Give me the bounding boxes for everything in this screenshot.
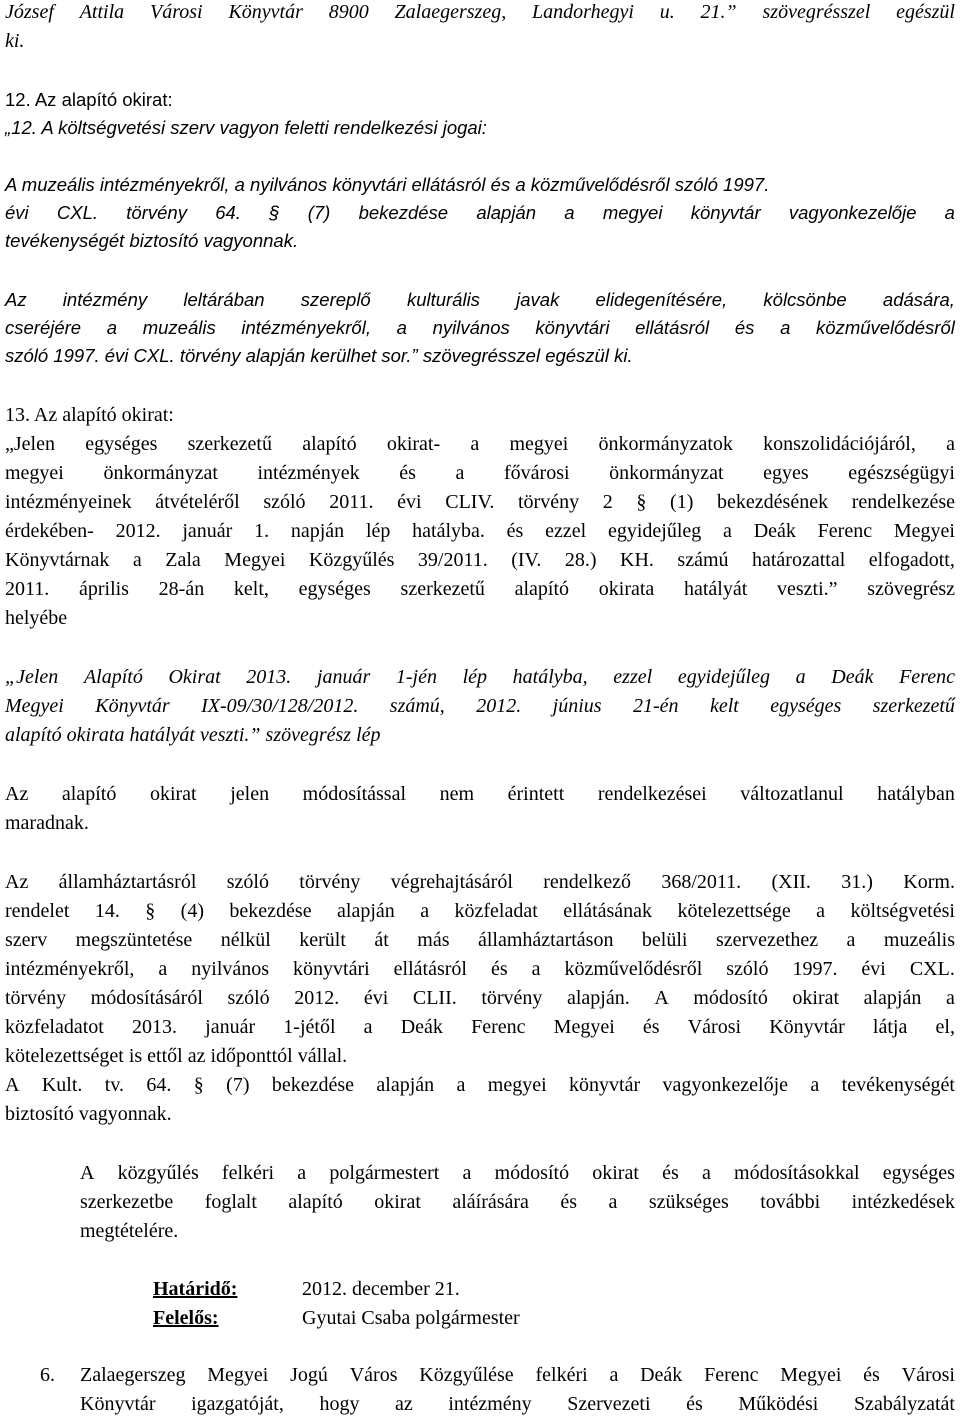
resolution-line-1: A közgyűlés felkéri a polgármestert a módosító okirat és a módosításokkal egységes [80, 1162, 955, 1184]
section-13-para1-line-2: megyei önkormányzat intézmények és a fővárosi önkormányzat egyes egészségügyi [5, 462, 955, 484]
section-13-para2-line-1: „Jelen Alapító Okirat 2013. január 1-jén lép hatályba, ezzel egyidejűleg a Deák Ferenc [5, 666, 955, 688]
section-13-para3-line-1: Az alapító okirat jelen módosítással nem érintett rendelkezései változatlanul hatályban [5, 783, 955, 805]
intro-line-2: ki. [5, 30, 25, 52]
section-13-para4-line-3: szerv megszüntetése nélkül került át más államháztartáson belüli szervezethez a muzeális [5, 929, 955, 951]
section-13-para1-line-5: Könyvtárnak a Zala Megyei Közgyűlés 39/2011. (IV. 28.) KH. számú határozattal elfogadott, [5, 549, 955, 571]
section-13-para5-line-2: biztosító vagyonnak. [5, 1103, 172, 1125]
section-12-para1-line-2: évi CXL. törvény 64. § (7) bekezdése alapján a megyei könyvtár vagyonkezelője a [5, 202, 955, 223]
section-13-para4-line-7: kötelezettséget is ettől az időponttól vállal. [5, 1045, 348, 1067]
resolution-line-2: szerkezetbe foglalt alapító okirat aláírására és a szükséges további intézkedések [80, 1191, 955, 1213]
item-6-line-2: Könyvtár igazgatóját, hogy az intézmény Szervezeti és Működési Szabályzatát [80, 1393, 955, 1415]
item-6-number: 6. [40, 1364, 55, 1386]
section-13-para4-line-1: Az államháztartásról szóló törvény végrehajtásáról rendelkező 368/2011. (XII. 31.) Korm. [5, 871, 955, 893]
section-12-heading: 12. Az alapító okirat: [5, 89, 173, 110]
responsible-value: Gyutai Csaba polgármester [302, 1307, 520, 1329]
section-12-para1-line-3: tevékenységét biztosító vagyonnak. [5, 230, 299, 251]
responsible-label: Felelős: [153, 1307, 219, 1329]
section-12-subheading: „12. A költségvetési szerv vagyon feletti rendelkezési jogai: [5, 117, 487, 138]
section-13-para4-line-4: intézményekről, a nyilvános könyvtári ellátásról és a közművelődésről szóló 1997. évi CXL. [5, 958, 955, 980]
section-13-para3-line-2: maradnak. [5, 812, 89, 834]
section-13-para2-line-2: Megyei Könyvtár IX-09/30/128/2012. számú, 2012. június 21-én kelt egységes szerkezetű [5, 695, 955, 717]
section-13-para1-line-3: intézményeinek átvételéről szóló 2011. évi CLIV. törvény 2 § (1) bekezdésének rendelkezése [5, 491, 955, 513]
section-13-para1-line-7: helyébe [5, 607, 68, 629]
section-12-para2-line-3: szóló 1997. évi CXL. törvény alapján kerülhet sor.” szövegrésszel egészül ki. [5, 345, 633, 366]
deadline-label: Határidő: [153, 1278, 238, 1300]
deadline-value: 2012. december 21. [302, 1278, 460, 1300]
section-13-para4-line-5: törvény módosításáról szóló 2012. évi CLII. törvény alapján. A módosító okirat alapján a [5, 987, 955, 1009]
section-13-para1-line-6: 2011. április 28-án kelt, egységes szerkezetű alapító okirata hatályát veszti.” szövegrész [5, 578, 955, 600]
item-6-line-1: Zalaegerszeg Megyei Jogú Város Közgyűlése felkéri a Deák Ferenc Megyei és Városi [80, 1364, 955, 1386]
section-12-para1-line-1: A muzeális intézményekről, a nyilvános könyvtári ellátásról és a közművelődésről szóló 1997. [5, 174, 770, 195]
section-13-para1-line-1: „Jelen egységes szerkezetű alapító okirat- a megyei önkormányzatok konszolidációjáról, a [5, 433, 955, 455]
section-13-para1-line-4: érdekében- 2012. január 1. napján lép hatályba. és ezzel egyidejűleg a Deák Ferenc Megyei [5, 520, 955, 542]
resolution-line-3: megtételére. [80, 1220, 179, 1242]
section-13-heading: 13. Az alapító okirat: [5, 404, 174, 426]
intro-line-1: József Attila Városi Könyvtár 8900 Zalaegerszeg, Landorhegyi u. 21.” szövegrésszel egészül [5, 1, 955, 23]
section-12-para2-line-1: Az intézmény leltárában szereplő kulturális javak elidegenítésére, kölcsönbe adására, [5, 289, 955, 310]
section-13-para2-line-3: alapító okirata hatályát veszti.” szövegrész lép [5, 724, 381, 746]
section-13-para4-line-2: rendelet 14. § (4) bekezdése alapján a közfeladat ellátásának kötelezettsége a költségvetési [5, 900, 955, 922]
section-13-para5-line-1: A Kult. tv. 64. § (7) bekezdése alapján a megyei könyvtár vagyonkezelője a tevékenységét [5, 1074, 955, 1096]
section-12-para2-line-2: cseréjére a muzeális intézményekről, a nyilvános könyvtári ellátásról és a közművelődésről [5, 317, 955, 338]
section-13-para4-line-6: közfeladatot 2013. január 1-jétől a Deák Ferenc Megyei és Városi Könyvtár látja el, [5, 1016, 955, 1038]
